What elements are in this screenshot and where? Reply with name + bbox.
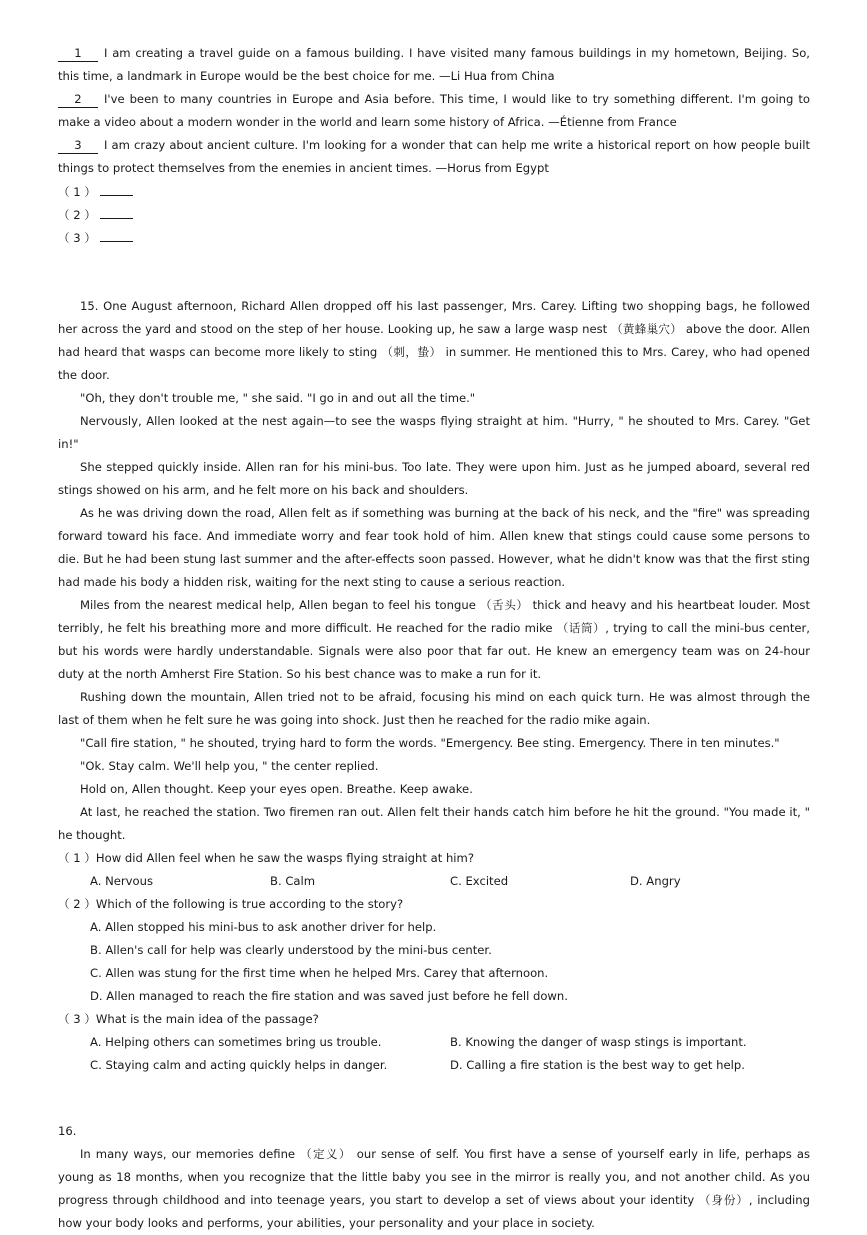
reading-passage-16 xyxy=(58,1120,810,1235)
option-b[interactable]: B. Allen's call for help was clearly understood by the mini-bus center. xyxy=(90,943,492,957)
reading-passage-15 xyxy=(58,295,810,847)
passage-paragraph: Nervously, Allen looked at the nest again—to see the wasps flying straight at him. "Hurry, " he shouted to Mrs. Carey. "Get in!" xyxy=(58,414,810,451)
questions-15 xyxy=(58,847,810,1077)
answer-line xyxy=(58,226,810,249)
answer-label: （ 3 ） xyxy=(58,231,96,245)
question-stem: （ 3 ）What is the main idea of the passage? xyxy=(58,1012,319,1026)
answer-number: 2 xyxy=(58,92,98,108)
request-item xyxy=(58,134,810,180)
option-c[interactable]: C. Excited xyxy=(450,874,509,888)
answer-label: （ 2 ） xyxy=(58,208,96,222)
option-d[interactable]: D. Allen managed to reach the fire station and was saved just before he fell down. xyxy=(90,989,568,1003)
option-c[interactable]: C. Allen was stung for the first time when he helped Mrs. Carey that afternoon. xyxy=(90,966,549,980)
passage-paragraph: She stepped quickly inside. Allen ran for his mini-bus. Too late. They were upon him. Just as he jumped aboard, several red stings showed on his arm, and he felt more on his back and shoulders. xyxy=(58,460,810,497)
request-text: I am creating a travel guide on a famous building. I have visited many famous buildings in my hometown, Beijing. So, this time, a landmark in Europe would be the best choice for me. —Li Hua from China xyxy=(58,46,810,83)
answer-blank[interactable] xyxy=(100,226,133,242)
answer-line xyxy=(58,203,810,226)
question-stem: （ 2 ）Which of the following is true according to the story? xyxy=(58,897,404,911)
document-page xyxy=(58,42,810,1235)
option-a[interactable]: A. Nervous xyxy=(90,874,154,888)
passage-paragraph: Miles from the nearest medical help, Allen began to feel his tongue （舌头） thick and heavy and his heartbeat louder. Most terribly, he felt his breathing more and more difficult. He reached for the radio mike （话筒）, trying to call the mini-bus center, but his words were hardly understandable. Signals were also poor that far out. He knew an emergency team was on 24-hour duty at the north Amherst Fire Station. So his best chance was to make a run for it. xyxy=(58,598,810,681)
passage-paragraph: Rushing down the mountain, Allen tried not to be afraid, focusing his mind on each quick turn. He was almost through the last of them when he felt sure he was going into shock. Just then he reached for the radio mike again. xyxy=(58,690,810,727)
request-text: I've been to many countries in Europe and Asia before. This time, I would like to try something different. I'm going to make a video about a modern wonder in the world and learn some history of Africa. —Étienne from France xyxy=(58,92,810,129)
option-d[interactable]: D. Calling a fire station is the best way to get help. xyxy=(450,1058,745,1072)
option-a[interactable]: A. Helping others can sometimes bring us trouble. xyxy=(90,1035,382,1049)
option-row xyxy=(90,1031,810,1054)
answer-label: （ 1 ） xyxy=(58,185,96,199)
passage-paragraph: Hold on, Allen thought. Keep your eyes open. Breathe. Keep awake. xyxy=(80,782,473,796)
request-item xyxy=(58,42,810,88)
passage-paragraph: 15. One August afternoon, Richard Allen dropped off his last passenger, Mrs. Carey. Lifting two shopping bags, he followed her across the yard and stood on the step of her house. Looking up, he saw a large wasp nest （黄蜂巢穴） above the door. Allen had heard that wasps can become more likely to sting （刺，蛰） in summer. He mentioned this to Mrs. Carey, who had opened the door. xyxy=(58,299,810,382)
passage-paragraph: At last, he reached the station. Two firemen ran out. Allen felt their hands catch him before he hit the ground. "You made it, " he thought. xyxy=(58,805,810,842)
option-a[interactable]: A. Allen stopped his mini-bus to ask another driver for help. xyxy=(90,920,437,934)
option-b[interactable]: B. Calm xyxy=(270,874,316,888)
passage-paragraph: As he was driving down the road, Allen felt as if something was burning at the back of his neck, and the "fire" was spreading forward toward his face. And immediate worry and fear took hold of him. Allen knew that stings could cause some persons to die. But he had been stung last summer and the after-effects soon passed. However, what he didn't know was that the first sting had made his body a hidden risk, waiting for the next sting to cause a serious reaction. xyxy=(58,506,810,589)
answer-line xyxy=(58,180,810,203)
option-b[interactable]: B. Knowing the danger of wasp stings is important. xyxy=(450,1035,747,1049)
wonder-requests xyxy=(58,42,810,249)
answer-blank[interactable] xyxy=(100,203,133,219)
answer-blank[interactable] xyxy=(100,180,133,196)
passage-paragraph: "Ok. Stay calm. We'll help you, " the center replied. xyxy=(80,759,379,773)
option-d[interactable]: D. Angry xyxy=(630,874,681,888)
request-item xyxy=(58,88,810,134)
passage-paragraph: "Call fire station, " he shouted, trying hard to form the words. "Emergency. Bee sting. Emergency. There in ten minutes." xyxy=(80,736,780,750)
option-c[interactable]: C. Staying calm and acting quickly helps in danger. xyxy=(90,1058,388,1072)
option-row xyxy=(90,1054,810,1077)
answer-number: 3 xyxy=(58,138,98,154)
passage-paragraph: "Oh, they don't trouble me, " she said. "I go in and out all the time." xyxy=(80,391,476,405)
answer-number: 1 xyxy=(58,46,98,62)
option-row xyxy=(90,870,810,893)
question-number: 16. xyxy=(58,1124,77,1138)
question-stem: （ 1 ）How did Allen feel when he saw the wasps flying straight at him? xyxy=(58,851,474,865)
request-text: I am crazy about ancient culture. I'm looking for a wonder that can help me write a historical report on how people built things to protect themselves from the enemies in ancient times. —Horus from Egypt xyxy=(58,138,810,175)
passage-paragraph: In many ways, our memories define （定义） our sense of self. You first have a sense of yourself early in life, perhaps as young as 18 months, when you recognize that the little baby you see in the mirror is really you, and not another child. As you progress through childhood and into teenage years, you start to develop a set of views about your identity （身份）, including how your body looks and performs, your abilities, your personality and your place in society. xyxy=(58,1147,810,1230)
